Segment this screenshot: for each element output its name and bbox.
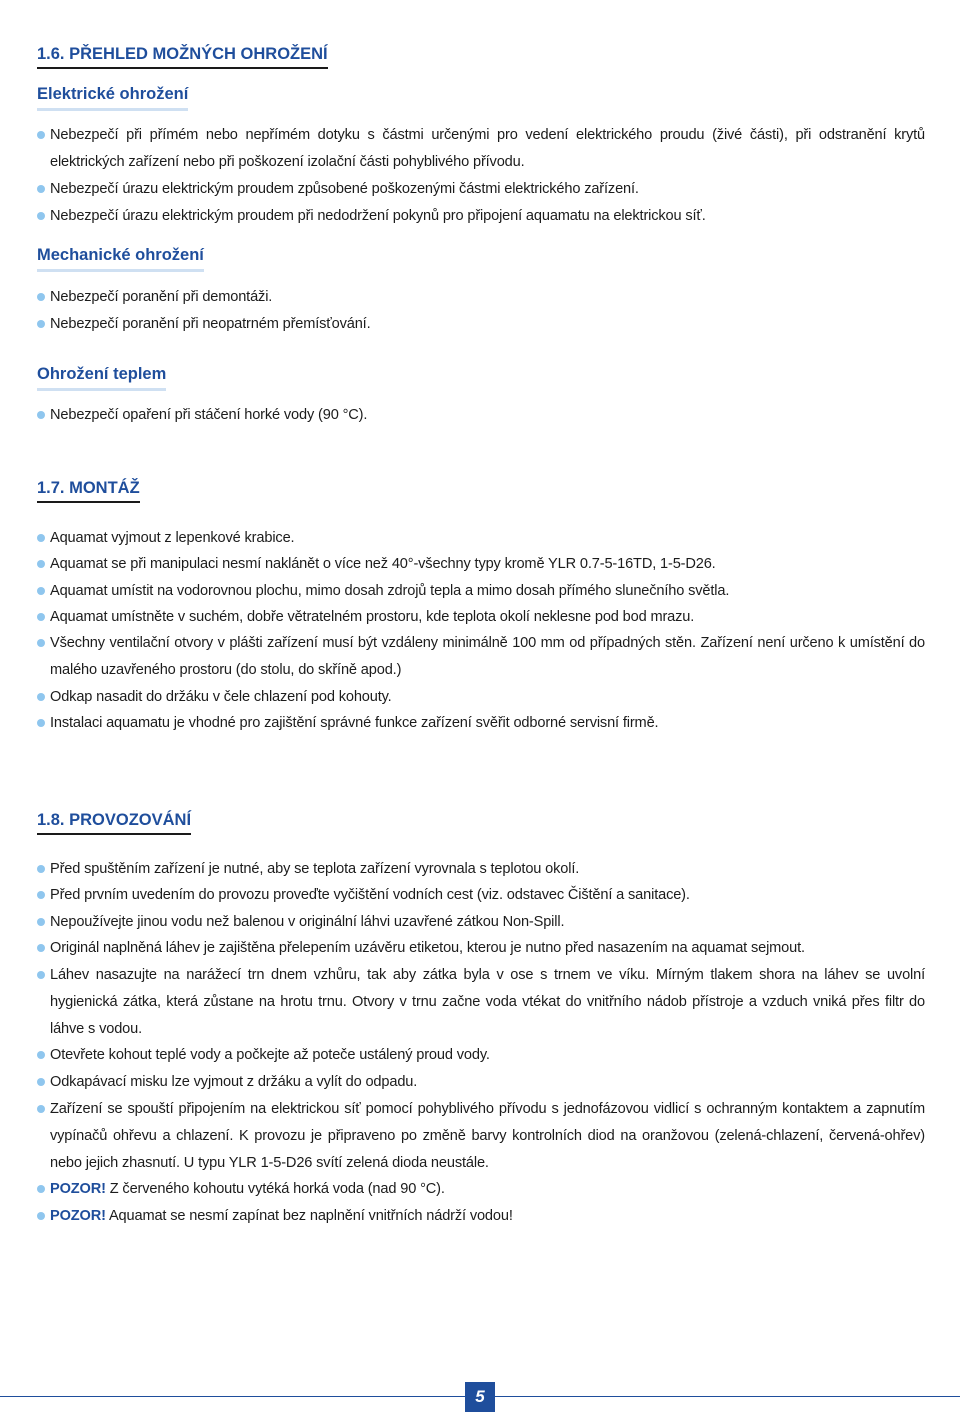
- bullet-icon: [37, 131, 45, 139]
- electric-hazard-title: Elektrické ohrožení: [37, 84, 188, 111]
- list-item: Nebezpečí při přímém nebo nepřímém dotyku s částmi určenými pro vedení elektrického proudu (živé části), při odstranění krytů elektrických zařízení nebo při poškození izolační části pohyblivého přívodu.: [37, 122, 925, 176]
- bullet-icon: [37, 320, 45, 328]
- section-1-7-title: 1.7. MONTÁŽ: [37, 478, 140, 503]
- warning-item: POZOR! Z červeného kohoutu vytéká horká voda (nad 90 °C).: [37, 1176, 925, 1203]
- bullet-icon: [37, 1212, 45, 1220]
- bullet-icon: [37, 185, 45, 193]
- bullet-icon: [37, 587, 45, 595]
- list-item: Láhev nasazujte na narážecí trn dnem vzhůru, tak aby zátka byla v ose s trnem ve víku. Mírným tlakem shora na láhev se uvolní hygienická zátka, která zůstane na hrotu trnu. Otvory v trnu začne voda vtékat do vnitřního nádob přístroje a vzduch vniká přes filtr do láhve s vodou.: [37, 962, 925, 1043]
- list-item: Nepoužívejte jinou vodu než balenou v originální láhvi uzavřené zátkou Non-Spill.: [37, 909, 925, 936]
- list-item: Odkap nasadit do držáku v čele chlazení pod kohouty.: [37, 684, 925, 711]
- bullet-icon: [37, 560, 45, 568]
- list-item: Před prvním uvedením do provozu proveďte vyčištění vodních cest (viz. odstavec Čištění a sanitace).: [37, 882, 925, 909]
- bullet-icon: [37, 534, 45, 542]
- bullet-icon: [37, 1185, 45, 1193]
- bullet-icon: [37, 1105, 45, 1113]
- bullet-icon: [37, 918, 45, 926]
- list-item: Instalaci aquamatu je vhodné pro zajištění správné funkce zařízení svěřit odborné servisní firmě.: [37, 710, 925, 737]
- list-item: Originál naplněná láhev je zajištěna přelepením uzávěru etiketou, kterou je nutno před nasazením na aquamat sejmout.: [37, 935, 925, 962]
- mechanical-hazard-title: Mechanické ohrožení: [37, 245, 204, 272]
- section-1-6-title: 1.6. PŘEHLED MOŽNÝCH OHROŽENÍ: [37, 44, 328, 69]
- list-item: Nebezpečí úrazu elektrickým proudem při nedodržení pokynů pro připojení aquamatu na elektrickou síť.: [37, 203, 925, 230]
- bullet-icon: [37, 719, 45, 727]
- bullet-icon: [37, 865, 45, 873]
- bullet-icon: [37, 1078, 45, 1086]
- page-number: 5: [465, 1382, 495, 1412]
- list-item: Všechny ventilační otvory v plášti zařízení musí být vzdáleny minimálně 100 mm od případných stěn. Zařízení není určeno k umístění do malého uzavřeného prostoru (do stolu, do skříně apod.): [37, 630, 925, 684]
- list-item: Nebezpečí úrazu elektrickým proudem způsobené poškozenými částmi elektrického zařízení.: [37, 176, 925, 203]
- bullet-icon: [37, 1051, 45, 1059]
- list-item: Před spuštěním zařízení je nutné, aby se teplota zařízení vyrovnala s teplotou okolí.: [37, 856, 925, 883]
- bullet-icon: [37, 293, 45, 301]
- list-item: Aquamat vyjmout z lepenkové krabice.: [37, 525, 925, 552]
- list-item: Otevřete kohout teplé vody a počkejte až poteče ustálený proud vody.: [37, 1042, 925, 1069]
- bullet-icon: [37, 891, 45, 899]
- list-item: Odkapávací misku lze vyjmout z držáku a vylít do odpadu.: [37, 1069, 925, 1096]
- bullet-icon: [37, 411, 45, 419]
- list-item: Aquamat se při manipulaci nesmí naklánět o více než 40°-všechny typy kromě YLR 0.7-5-16TD, 1-5-D26.: [37, 551, 925, 578]
- list-item: Nebezpečí poranění při demontáži.: [37, 284, 925, 311]
- list-item: Aquamat umístit na vodorovnou plochu, mimo dosah zdrojů tepla a mimo dosah přímého slunečního světla.: [37, 578, 925, 605]
- bullet-icon: [37, 212, 45, 220]
- list-item: Aquamat umístněte v suchém, dobře větratelném prostoru, kde teplota okolí neklesne pod bod mrazu.: [37, 604, 925, 631]
- section-1-8-title: 1.8. PROVOZOVÁNÍ: [37, 810, 191, 835]
- bullet-icon: [37, 693, 45, 701]
- bullet-icon: [37, 971, 45, 979]
- warning-label: POZOR!: [50, 1208, 106, 1224]
- list-item: Nebezpečí opaření při stáčení horké vody (90 °C).: [37, 402, 925, 429]
- list-item: Nebezpečí poranění při neopatrném přemísťování.: [37, 311, 925, 338]
- list-item: Zařízení se spouští připojením na elektrickou síť pomocí pohyblivého přívodu s jednofázovou vidlicí s ochranným kontaktem a zapnutím vypínačů ohřevu a chlazení. K provozu je připraveno po změně barvy kontrolních diod na oranžovou (zelená-chlazení, červená-ohřev) nebo jejich zhasnutí. U typu YLR 1-5-D26 svítí zelená dioda neustále.: [37, 1096, 925, 1177]
- heat-hazard-title: Ohrožení teplem: [37, 364, 166, 391]
- bullet-icon: [37, 613, 45, 621]
- warning-item: POZOR! Aquamat se nesmí zapínat bez naplnění vnitřních nádrží vodou!: [37, 1203, 925, 1230]
- bullet-icon: [37, 944, 45, 952]
- bullet-icon: [37, 639, 45, 647]
- warning-label: POZOR!: [50, 1181, 106, 1197]
